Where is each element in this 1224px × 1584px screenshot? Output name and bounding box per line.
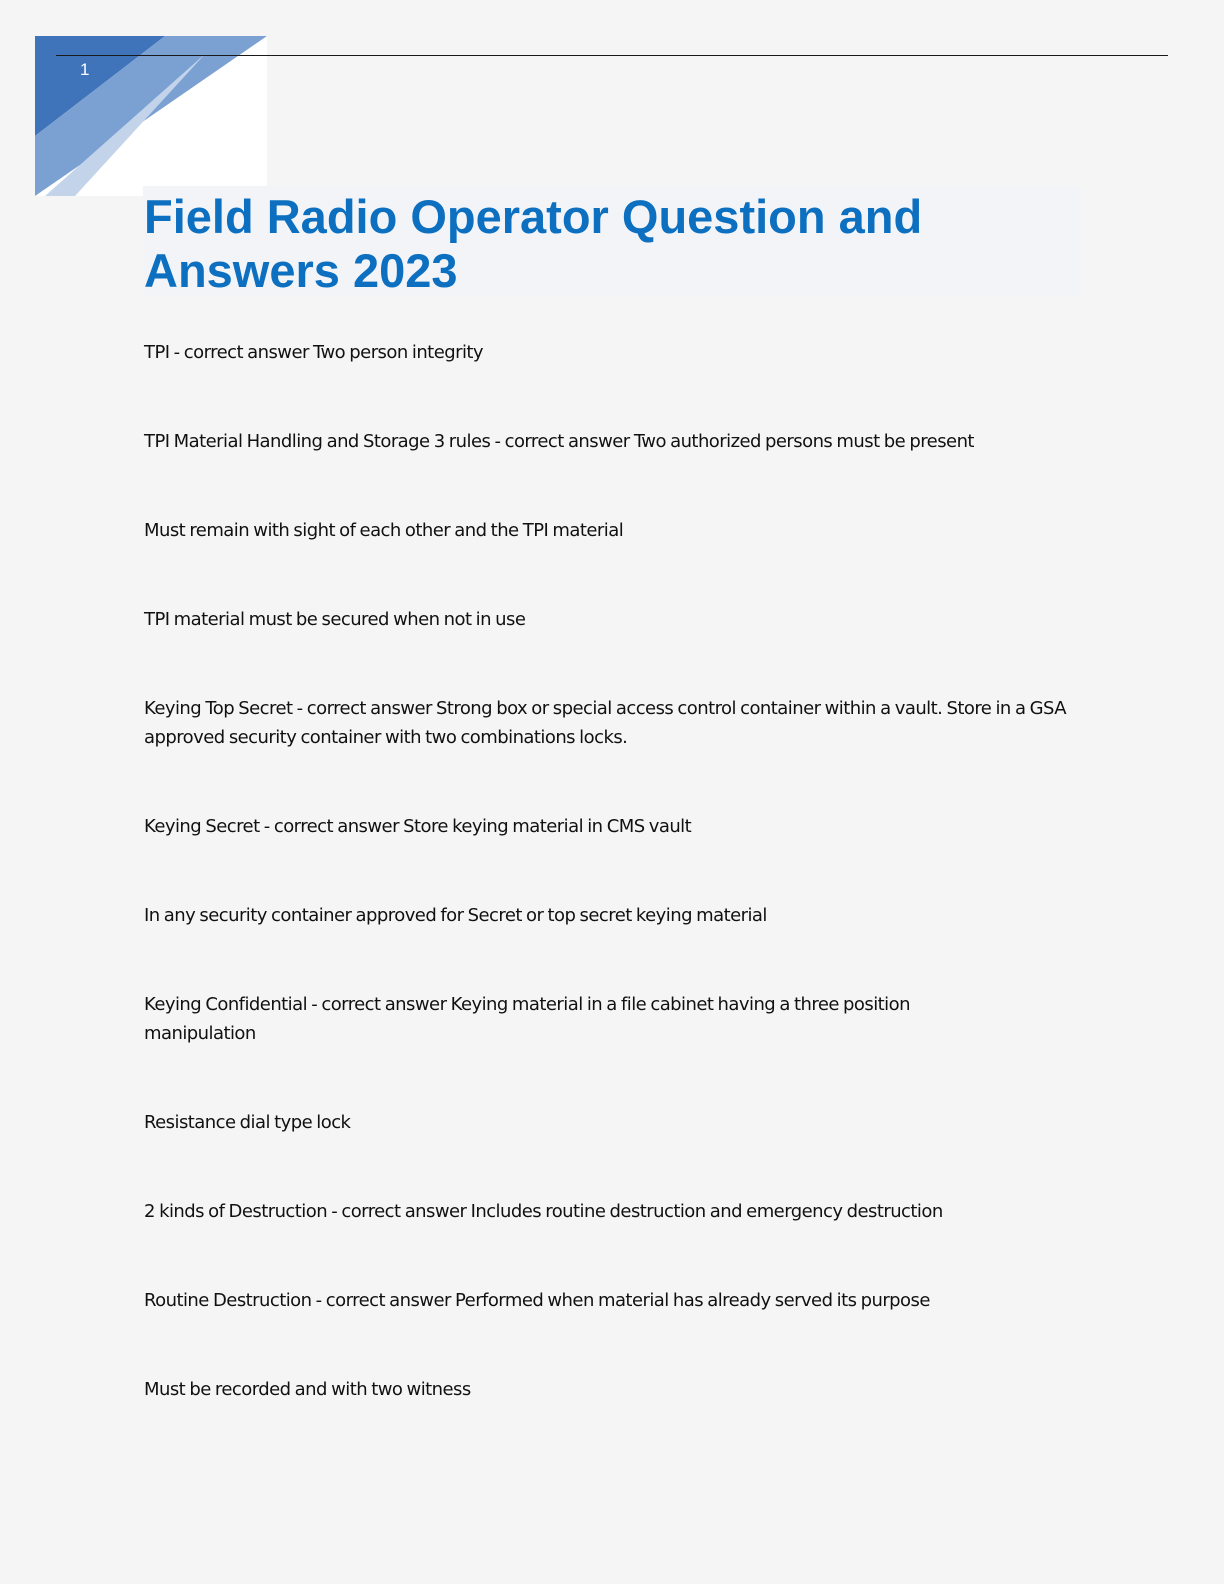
paragraph-security-container: In any security container approved for Secret or top secret keying material [144,905,767,926]
title-box [143,186,1081,296]
header-corner-graphic [35,36,267,196]
header-rule [56,55,1168,56]
corner-triangles-graphic [35,36,267,196]
paragraph-resistance-lock: Resistance dial type lock [144,1112,351,1133]
paragraph-tpi-handling: TPI Material Handling and Storage 3 rules - correct answer Two authorized persons must be present [144,431,974,452]
document-title: Field Radio Operator Question and Answers 2023 [144,190,923,297]
paragraph-recorded: Must be recorded and with two witness [144,1379,471,1400]
page-number: 1 [80,60,90,79]
paragraph-secured: TPI material must be secured when not in use [144,609,526,630]
paragraph-destruction-kinds: 2 kinds of Destruction - correct answer Includes routine destruction and emergency destruction [144,1201,943,1222]
paragraph-tpi: TPI - correct answer Two person integrity [144,342,484,363]
paragraph-routine-destruction: Routine Destruction - correct answer Performed when material has already served its purpose [144,1290,930,1311]
paragraph-keying-top-secret: Keying Top Secret - correct answer Strong box or special access control container within a vault. Store in a GSA approved security container with two combinations locks. [144,698,1066,748]
paragraph-keying-secret: Keying Secret - correct answer Store keying material in CMS vault [144,816,692,837]
paragraph-sight: Must remain with sight of each other and the TPI material [144,520,624,541]
paragraph-keying-confidential: Keying Confidential - correct answer Keying material in a file cabinet having a three position manipulation [144,994,910,1044]
